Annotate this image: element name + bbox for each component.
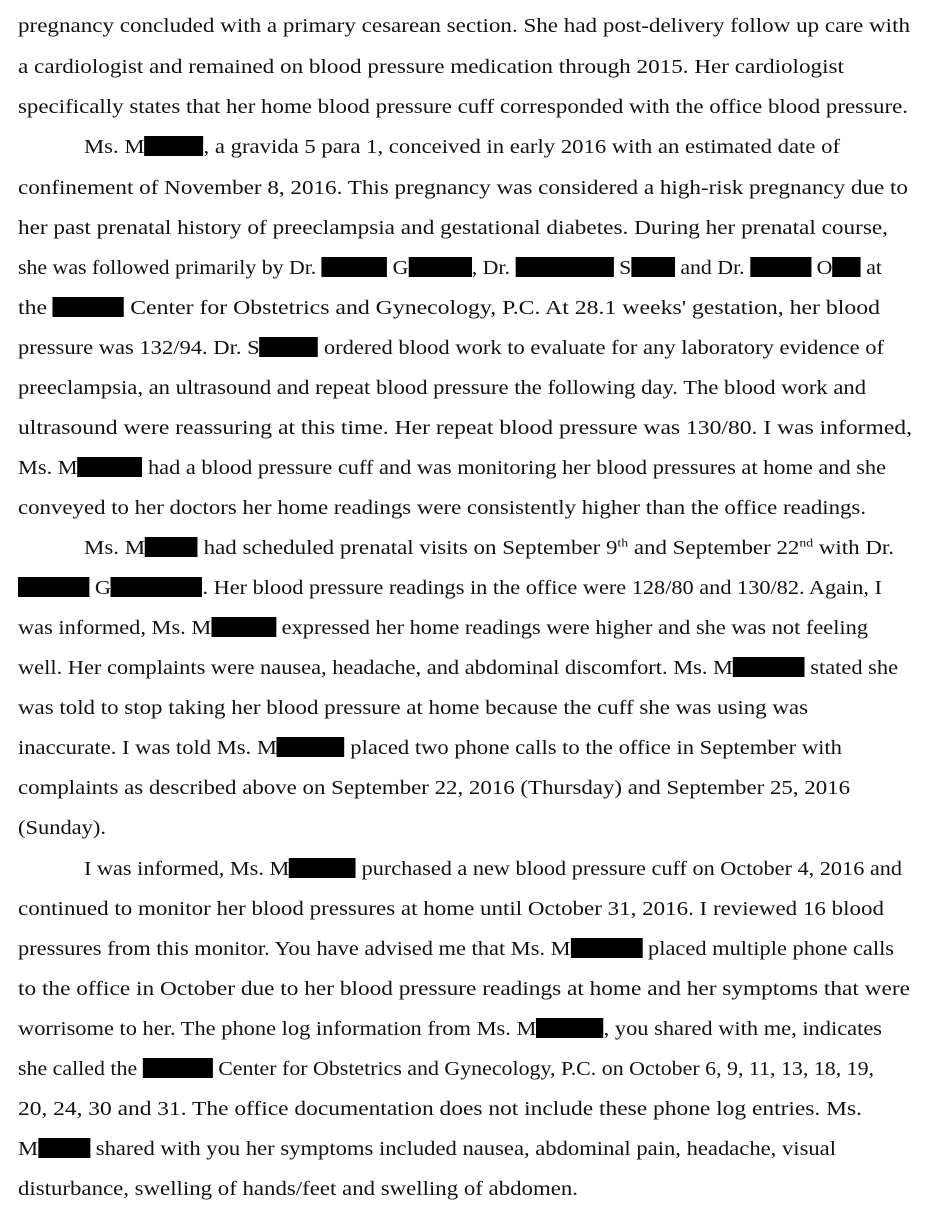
text-run: and September 22	[628, 537, 800, 559]
text-run: placed two phone calls to the office in September with	[344, 737, 842, 759]
redaction-block	[38, 1138, 90, 1158]
text-run: pressure was 132/94. Dr. S	[18, 337, 260, 359]
text-run: confinement of November 8, 2016. This pregnancy was considered a high-risk pregnancy due to	[18, 177, 908, 199]
text-run: Ms. M	[84, 537, 146, 559]
text-run: , you shared with me, indicates	[603, 1018, 883, 1040]
text-run: stated she	[804, 657, 899, 679]
text-line	[84, 849, 926, 889]
text-run: complaints as described above on September 22, 2016 (Thursday) and September 25, 2016	[18, 777, 851, 799]
text-line	[18, 488, 926, 528]
text-run: pressures from this monitor. You have advised me that Ms. M	[18, 938, 571, 960]
superscript-text: nd	[799, 535, 814, 550]
text-run: and Dr.	[674, 257, 751, 279]
text-run: a cardiologist and remained on blood pressure medication through 2015. Her cardiologist	[18, 56, 844, 78]
text-line	[18, 768, 926, 808]
text-run: purchased a new blood pressure cuff on October 4, 2016 and	[356, 858, 903, 880]
text-run: pregnancy concluded with a primary cesarean section. She had post-delivery follow up care with	[18, 15, 911, 37]
text-run: Ms. M	[18, 457, 78, 479]
text-line	[18, 1049, 926, 1089]
text-run: S	[613, 257, 632, 279]
redaction-block	[408, 257, 471, 277]
text-line	[18, 47, 926, 87]
text-run: G	[89, 577, 112, 599]
redaction-block	[289, 858, 356, 878]
text-run: , a gravida 5 para 1, conceived in early 2016 with an estimated date of	[203, 136, 841, 158]
text-line	[84, 127, 926, 167]
text-run: was told to stop taking her blood pressure at home because the cuff she was using was	[18, 697, 809, 719]
text-run: G	[387, 257, 409, 279]
text-run: . Her blood pressure readings in the office were 128/80 and 130/82. Again, I	[202, 577, 882, 599]
text-run: ordered blood work to evaluate for any laboratory evidence of	[318, 337, 884, 359]
text-run: worrisome to her. The phone log information from Ms. M	[18, 1018, 537, 1040]
redaction-block	[536, 1018, 603, 1038]
text-run: she was followed primarily by Dr.	[18, 257, 322, 279]
redaction-block	[145, 537, 198, 557]
text-run: , Dr.	[471, 257, 516, 279]
redaction-block	[277, 737, 345, 757]
text-line	[18, 368, 926, 408]
text-run: at	[860, 257, 882, 279]
text-run: preeclampsia, an ultrasound and repeat blood pressure the following day. The blood work and	[18, 377, 867, 399]
redaction-block	[750, 257, 811, 277]
text-line	[18, 448, 926, 488]
text-run: she called the	[18, 1058, 143, 1080]
text-line	[18, 608, 926, 648]
text-run: Center for Obstetrics and Gynecology, P.C. At 28.1 weeks' gestation, her blood	[124, 297, 881, 319]
text-line	[18, 688, 926, 728]
superscript-text: th	[617, 535, 629, 550]
text-run: to the office in October due to her blood pressure readings at home and her symptoms that were	[18, 978, 910, 1000]
redaction-block	[515, 257, 613, 277]
text-run: had a blood pressure cuff and was monitoring her blood pressures at home and she	[142, 457, 886, 479]
text-run: Center for Obstetrics and Gynecology, P.C. on October 6, 9, 11, 13, 18, 19,	[212, 1058, 875, 1080]
text-run: ultrasound were reassuring at this time. Her repeat blood pressure was 130/80. I was informed,	[18, 417, 912, 439]
text-line	[18, 408, 926, 448]
text-run: the	[18, 297, 53, 319]
text-line	[18, 969, 926, 1009]
text-line	[18, 568, 926, 608]
text-run: placed multiple phone calls	[642, 938, 895, 960]
redaction-block	[571, 938, 643, 958]
redaction-block	[18, 577, 89, 597]
text-run: with Dr.	[813, 537, 895, 559]
text-line	[18, 87, 926, 127]
text-line	[18, 728, 926, 768]
text-run: I was informed, Ms. M	[84, 858, 290, 880]
text-run: disturbance, swelling of hands/feet and swelling of abdomen.	[18, 1178, 578, 1200]
text-line	[18, 889, 926, 929]
text-run: (Sunday).	[18, 817, 107, 839]
text-line	[84, 528, 926, 568]
text-line	[18, 168, 926, 208]
redaction-block	[143, 1058, 213, 1078]
text-run: M	[18, 1138, 39, 1160]
text-run: inaccurate. I was told Ms. M	[18, 737, 277, 759]
text-run: her past prenatal history of preeclampsia and gestational diabetes. During her prenatal course,	[18, 217, 888, 239]
redaction-block	[832, 257, 860, 277]
text-line	[18, 328, 926, 368]
text-line	[18, 1129, 926, 1169]
text-line	[18, 808, 926, 848]
text-line	[18, 288, 926, 328]
text-run: specifically states that her home blood pressure cuff corresponded with the office blood pressure.	[18, 96, 908, 118]
text-run: conveyed to her doctors her home readings were consistently higher than the office readings.	[18, 497, 867, 519]
text-run: 20, 24, 30 and 31. The office documentation does not include these phone log entries. Ms.	[18, 1098, 862, 1120]
text-line	[18, 248, 926, 288]
redaction-block	[53, 297, 124, 317]
text-line	[18, 929, 926, 969]
text-run: O	[811, 257, 833, 279]
text-line	[18, 6, 926, 46]
text-line	[18, 208, 926, 248]
redaction-block	[78, 457, 143, 477]
text-line	[18, 648, 926, 688]
text-run: had scheduled prenatal visits on September 9	[197, 537, 618, 559]
text-line	[18, 1089, 926, 1129]
text-line	[18, 1169, 926, 1209]
redaction-block	[111, 577, 202, 597]
redaction-block	[631, 257, 675, 277]
text-run: Ms. M	[84, 136, 145, 158]
text-run: was informed, Ms. M	[18, 617, 212, 639]
redaction-block	[211, 617, 276, 637]
text-line	[18, 1009, 926, 1049]
text-run: continued to monitor her blood pressures at home until October 31, 2016. I reviewed 16 blood	[18, 898, 884, 920]
text-run: well. Her complaints were nausea, headache, and abdominal discomfort. Ms. M	[18, 657, 733, 679]
redaction-block	[145, 136, 204, 156]
text-run: shared with you her symptoms included nausea, abdominal pain, headache, visual	[90, 1138, 836, 1160]
redaction-block	[260, 337, 319, 357]
redaction-block	[322, 257, 387, 277]
text-run: expressed her home readings were higher and she was not feeling	[276, 617, 869, 639]
redaction-block	[733, 657, 805, 677]
